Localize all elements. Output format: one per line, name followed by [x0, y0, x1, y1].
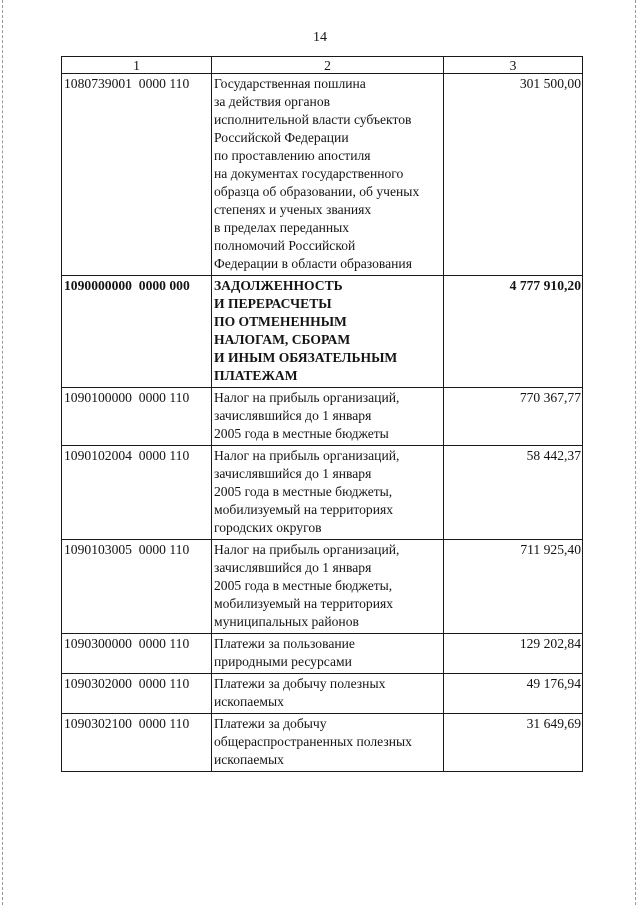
table-row: [62, 388, 583, 446]
cell-amount: 770 367,77: [444, 388, 583, 446]
cell-name: [212, 540, 444, 634]
cell-name-line: зачислявшийся до 1 января: [214, 466, 372, 481]
cell-amount: 4 777 910,20: [444, 276, 583, 388]
cell-name-line: Налог на прибыль организаций,: [214, 390, 400, 405]
cell-name-line: муниципальных районов: [214, 614, 359, 629]
cell-code: 1090102004 0000 110: [62, 446, 212, 540]
cell-name-line: Российской Федерации: [214, 130, 349, 145]
cell-name-line: городских округов: [214, 520, 322, 535]
cell-amount: 31 649,69: [444, 714, 583, 772]
table-row: [62, 714, 583, 772]
cell-name-line: мобилизуемый на территориях: [214, 502, 394, 517]
cell-amount: 301 500,00: [444, 74, 583, 276]
cell-name: [212, 714, 444, 772]
cell-amount: 711 925,40: [444, 540, 583, 634]
cell-name-line: мобилизуемый на территориях: [214, 596, 394, 611]
table-row: [62, 74, 583, 276]
cell-amount: 49 176,94: [444, 674, 583, 714]
cell-name-line: Налог на прибыль организаций,: [214, 448, 400, 463]
cell-code: 1090000000 0000 000: [62, 276, 212, 388]
cell-name: [212, 276, 444, 388]
table-body: [62, 74, 583, 772]
cell-name-line: в пределах переданных: [214, 220, 350, 235]
cell-amount: 58 442,37: [444, 446, 583, 540]
cell-name-line: Федерации в области образования: [214, 256, 412, 271]
column-header-code: 1: [62, 57, 212, 74]
table-row: [62, 634, 583, 674]
cell-name-line: зачислявшийся до 1 января: [214, 560, 372, 575]
cell-code: 1080739001 0000 110: [62, 74, 212, 276]
cell-name: [212, 446, 444, 540]
table-row: [62, 540, 583, 634]
cell-name-line: ПО ОТМЕНЕННЫМ: [214, 314, 347, 329]
cell-name-line: ПЛАТЕЖАМ: [214, 368, 298, 383]
cell-name-line: исполнительной власти субъектов: [214, 112, 412, 127]
cell-name-line: общераспространенных полезных: [214, 734, 412, 749]
column-header-amount: 3: [444, 57, 583, 74]
cell-code: 1090302100 0000 110: [62, 714, 212, 772]
cell-name-line: зачислявшийся до 1 января: [214, 408, 372, 423]
table-row: [62, 276, 583, 388]
cell-name-line: по проставлению апостиля: [214, 148, 371, 163]
cell-code: 1090300000 0000 110: [62, 634, 212, 674]
cell-name-line: НАЛОГАМ, СБОРАМ: [214, 332, 351, 347]
page-number: 14: [313, 30, 327, 45]
cell-name-line: И ИНЫМ ОБЯЗАТЕЛЬНЫМ: [214, 350, 398, 365]
cell-amount: 129 202,84: [444, 634, 583, 674]
cell-name-line: Платежи за добычу полезных: [214, 676, 386, 691]
cell-name: [212, 388, 444, 446]
cell-name: [212, 674, 444, 714]
page-edge-left: [2, 0, 4, 905]
column-header-name: 2: [212, 57, 444, 74]
cell-name-line: Платежи за пользование: [214, 636, 355, 651]
budget-table: [61, 56, 583, 772]
cell-name-line: ЗАДОЛЖЕННОСТЬ: [214, 278, 343, 293]
cell-name-line: степенях и ученых званиях: [214, 202, 372, 217]
cell-name-line: Налог на прибыль организаций,: [214, 542, 400, 557]
page-edge-right: [635, 0, 637, 905]
cell-name: [212, 634, 444, 674]
cell-name-line: полномочий Российской: [214, 238, 356, 253]
cell-name-line: И ПЕРЕРАСЧЕТЫ: [214, 296, 332, 311]
cell-name-line: 2005 года в местные бюджеты,: [214, 578, 393, 593]
cell-name-line: Государственная пошлина: [214, 76, 366, 91]
cell-code: 1090100000 0000 110: [62, 388, 212, 446]
table-row: [62, 674, 583, 714]
cell-name-line: на документах государственного: [214, 166, 404, 181]
cell-name-line: образца об образовании, об ученых: [214, 184, 420, 199]
cell-name-line: природными ресурсами: [214, 654, 352, 669]
cell-name-line: Платежи за добычу: [214, 716, 327, 731]
cell-name-line: ископаемых: [214, 752, 284, 767]
cell-code: 1090103005 0000 110: [62, 540, 212, 634]
cell-name-line: 2005 года в местные бюджеты,: [214, 484, 393, 499]
cell-name-line: за действия органов: [214, 94, 331, 109]
cell-name-line: 2005 года в местные бюджеты: [214, 426, 389, 441]
cell-code: 1090302000 0000 110: [62, 674, 212, 714]
header-row: [62, 57, 583, 74]
cell-name-line: ископаемых: [214, 694, 284, 709]
cell-name: [212, 74, 444, 276]
table-row: [62, 446, 583, 540]
